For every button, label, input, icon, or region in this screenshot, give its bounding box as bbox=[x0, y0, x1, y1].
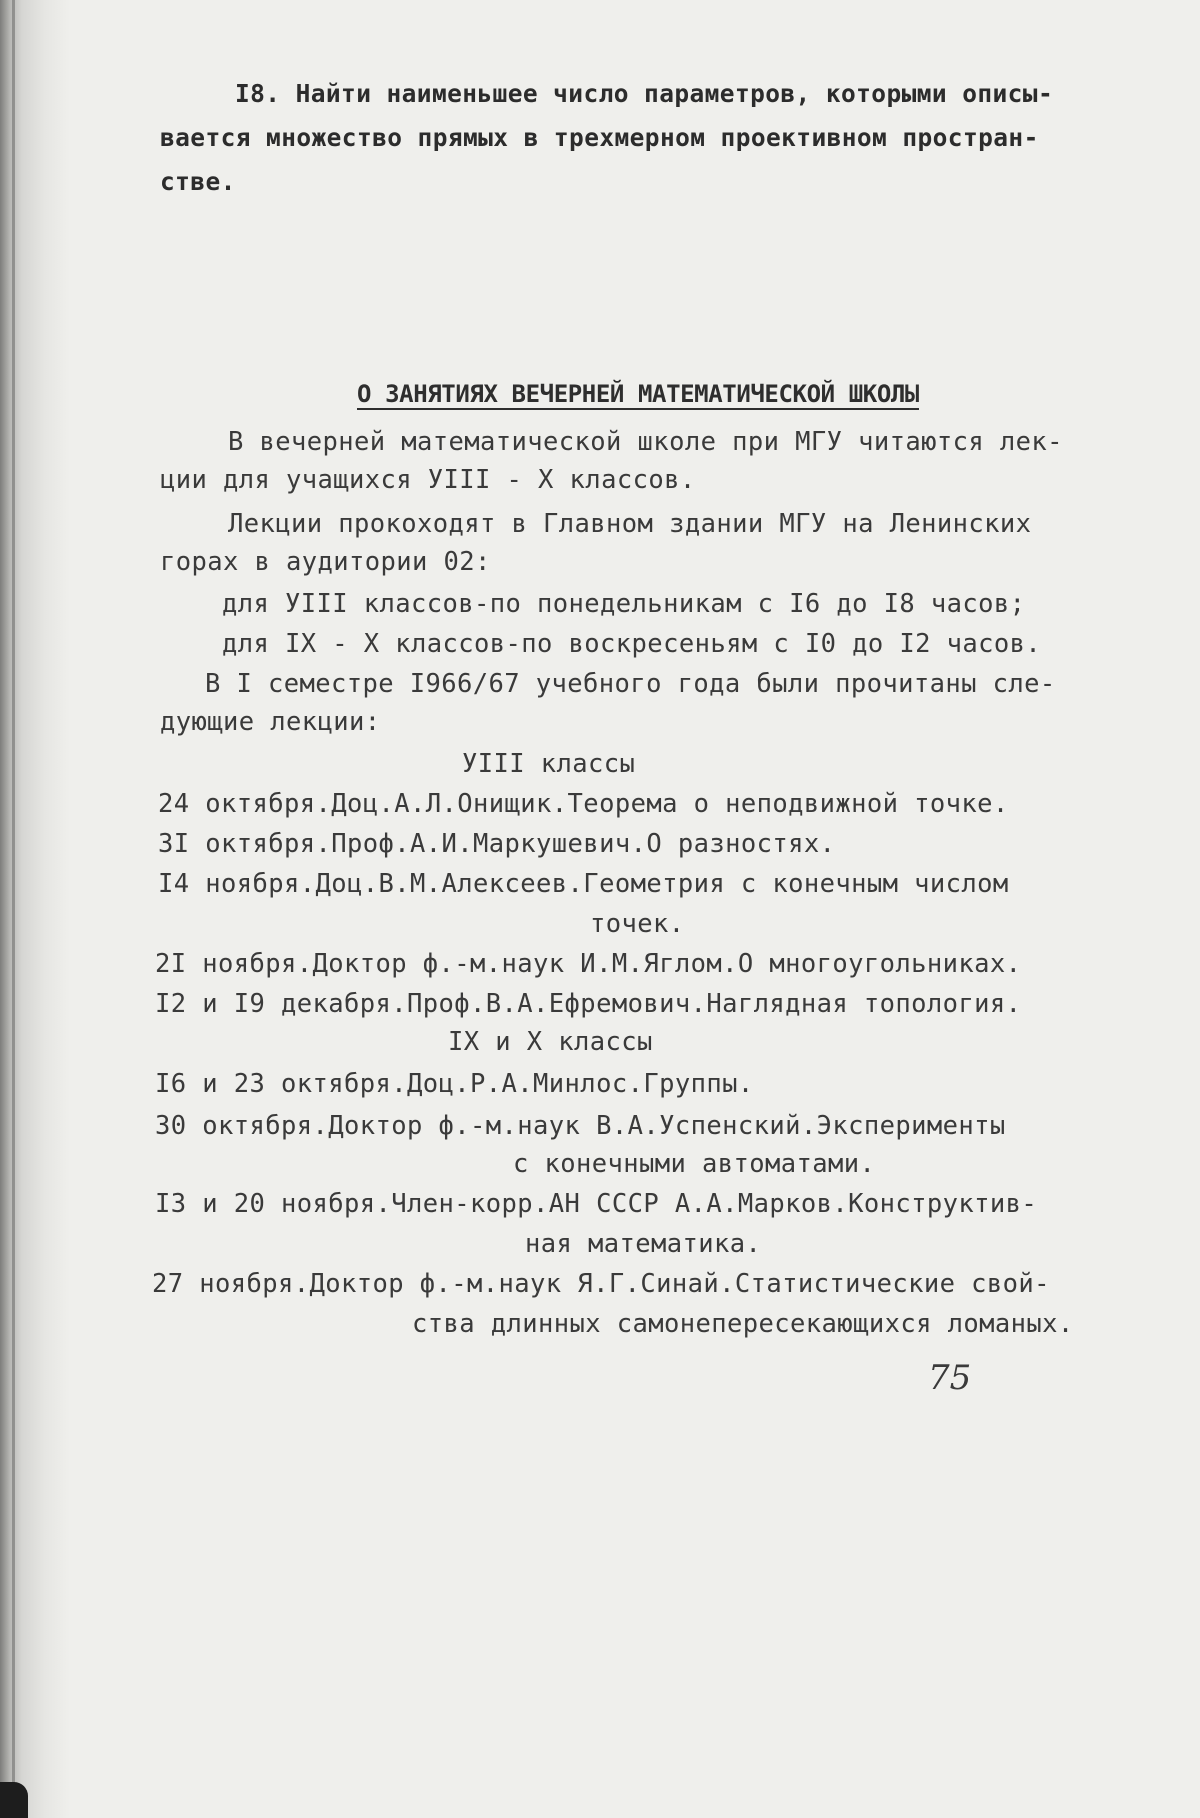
document-page bbox=[0, 0, 1200, 1818]
section-title: О ЗАНЯТИЯХ ВЕЧЕРНЕЙ МАТЕМАТИЧЕСКОЙ ШКОЛЫ bbox=[357, 380, 919, 408]
problem-line-3: стве. bbox=[160, 170, 236, 195]
lecture-row: 2I ноября.Доктор ф.-м.наук И.М.Яглом.О многоугольниках. bbox=[155, 952, 1021, 978]
problem-line-1: I8. Найти наименьшее число параметров, которыми описы- bbox=[235, 82, 1053, 107]
lecture-row: I3 и 20 ноября.Член-корр.АН СССР А.А.Марков.Конструктив- bbox=[155, 1192, 1037, 1218]
lecture-row: 30 октября.Доктор ф.-м.наук В.А.Успенский.Эксперименты bbox=[155, 1114, 1006, 1140]
intro-line-1: В вечерней математической школе при МГУ читаются лек- bbox=[228, 430, 1063, 456]
page-number: 75 bbox=[928, 1358, 971, 1398]
lecture-row: I6 и 23 октября.Доц.Р.А.Минлос.Группы. bbox=[155, 1072, 754, 1098]
lecture-row-continuation: ства длинных самонепересекающихся ломаных. bbox=[412, 1312, 1074, 1338]
problem-line-2: вается множество прямых в трехмерном проективном простран- bbox=[160, 126, 1039, 151]
lecture-row: I4 ноября.Доц.В.М.Алексеев.Геометрия с конечным числом bbox=[158, 872, 1009, 898]
intro-line-5: В I семестре I966/67 учебного года были прочитаны сле- bbox=[205, 672, 1056, 698]
lecture-row-continuation: ная математика. bbox=[525, 1232, 761, 1258]
intro-line-3: Лекции прокоходят в Главном здании МГУ на Ленинских bbox=[228, 512, 1031, 538]
schedule-line-1: для УIII классов-по понедельникам с I6 до I8 часов; bbox=[222, 592, 1025, 618]
corner-mark bbox=[0, 1782, 28, 1818]
schedule-line-2: для IX - X классов-по воскресеньям с I0 до I2 часов. bbox=[222, 632, 1041, 658]
intro-line-2: ции для учащихся УIII - X классов. bbox=[160, 468, 696, 494]
group-heading-9-10: IX и X классы bbox=[448, 1030, 653, 1056]
lecture-row-continuation: с конечными автоматами. bbox=[513, 1152, 875, 1178]
intro-line-6: дующие лекции: bbox=[160, 710, 381, 736]
binding-shadow bbox=[0, 0, 70, 1818]
intro-line-4: горах в аудитории 02: bbox=[160, 550, 491, 576]
binding-edge bbox=[12, 0, 15, 1818]
lecture-row: I2 и I9 декабря.Проф.В.А.Ефремович.Наглядная топология. bbox=[155, 992, 1021, 1018]
lecture-row: 27 ноября.Доктор ф.-м.наук Я.Г.Синай.Статистические свой- bbox=[152, 1272, 1050, 1298]
group-heading-8: УIII классы bbox=[462, 752, 635, 778]
lecture-row-continuation: точек. bbox=[590, 912, 685, 938]
lecture-row: 24 октября.Доц.А.Л.Онищик.Теорема о неподвижной точке. bbox=[158, 792, 1009, 818]
lecture-row: 3I октября.Проф.А.И.Маркушевич.О разностях. bbox=[158, 832, 835, 858]
